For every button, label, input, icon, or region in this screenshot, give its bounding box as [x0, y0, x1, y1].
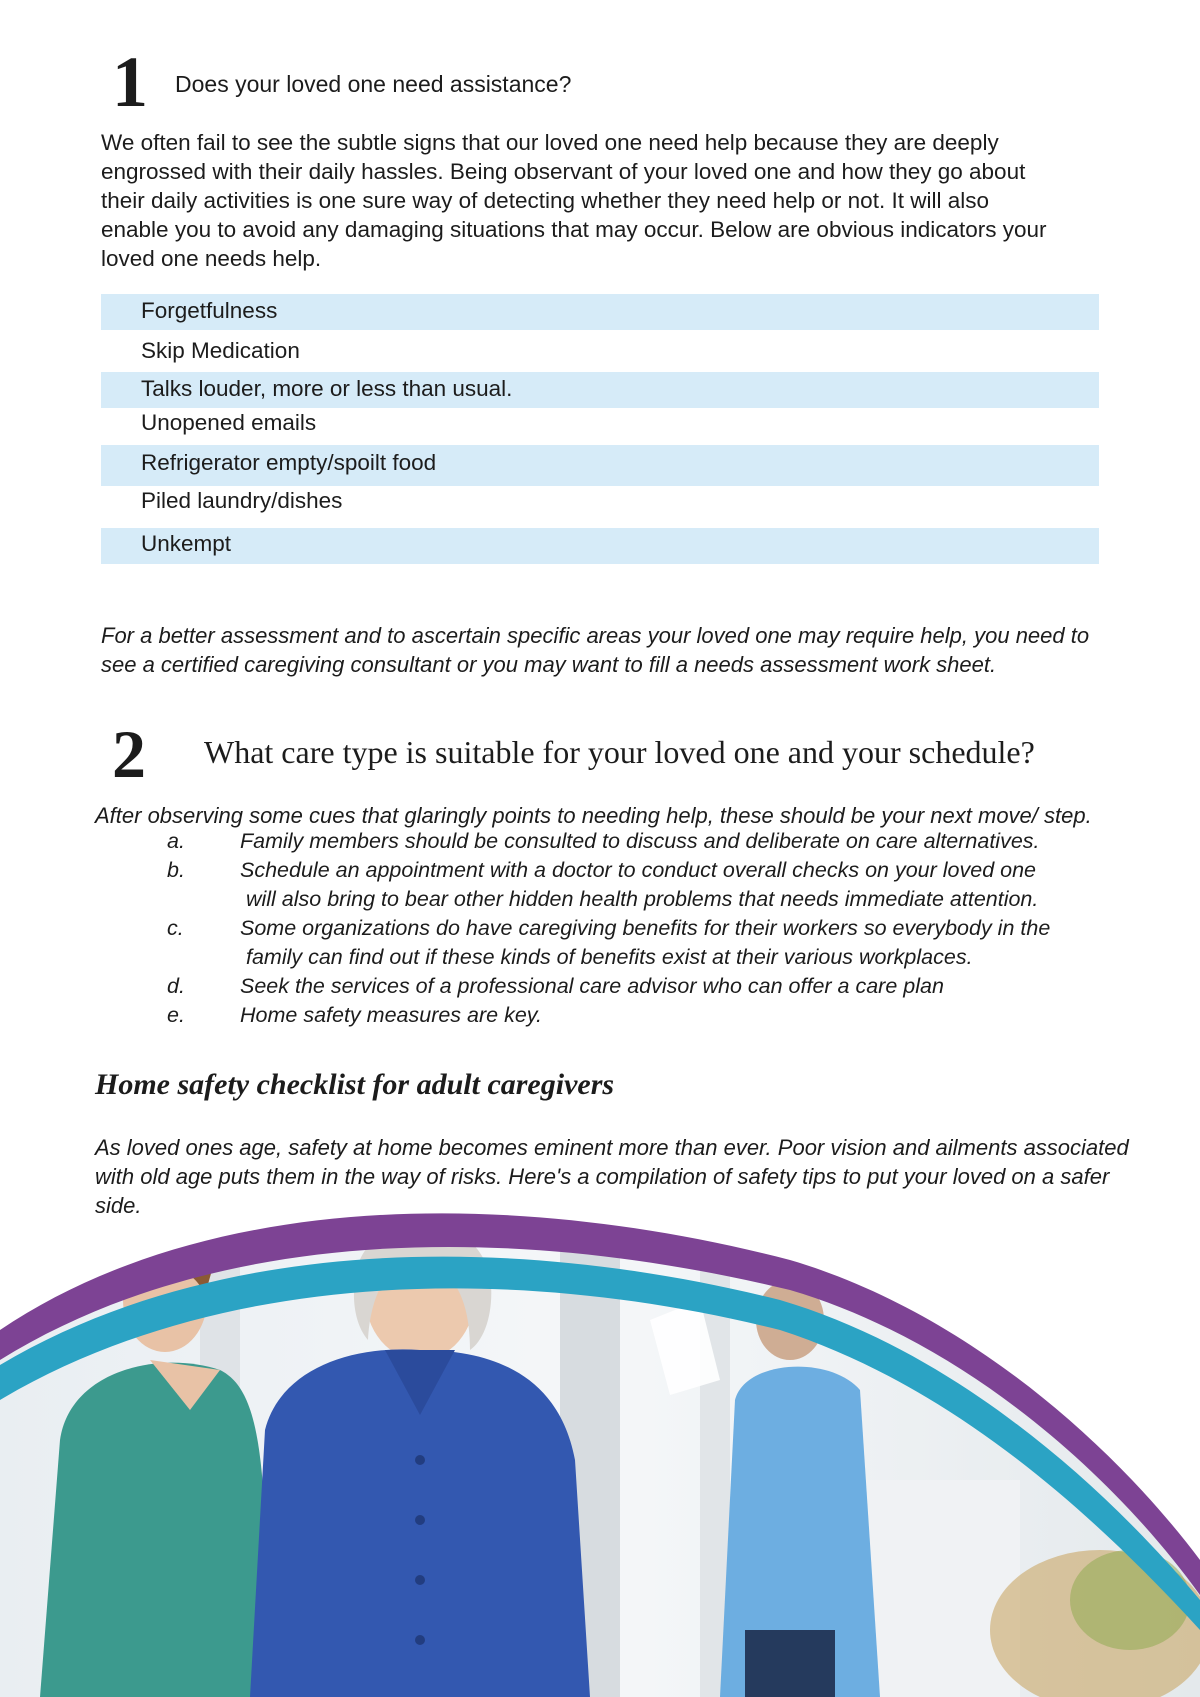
indicator-label: Piled laundry/dishes	[141, 488, 343, 513]
safety-line: side.	[95, 1193, 142, 1218]
intro-line: their daily activities is one sure way of detecting whether they need help or not. It will also	[101, 188, 989, 213]
indicator-row	[101, 409, 1099, 443]
indicator-label: Unkempt	[141, 531, 232, 556]
section-1-heading: Does your loved one need assistance?	[175, 71, 572, 97]
indicator-label: Unopened emails	[141, 410, 317, 435]
indicator-row	[101, 294, 1099, 330]
caregiver-photo	[0, 1200, 1200, 1697]
indicator-row	[101, 336, 1099, 370]
step-text: Some organizations do have caregiving benefits for their workers so everybody in the	[240, 916, 1051, 940]
assessment-note	[101, 621, 1111, 679]
indicator-row	[101, 487, 1099, 521]
safety-line: As loved ones age, safety at home becomes eminent more than ever. Poor vision and ailments associated	[95, 1135, 1129, 1160]
indicator-label: Refrigerator empty/spoilt food	[141, 450, 437, 475]
step-letter: b.	[167, 858, 185, 882]
step-letter: e.	[167, 1003, 185, 1027]
intro-line: engrossed with their daily hassles. Being observant of your loved one and how they go about	[101, 159, 1026, 184]
intro-line: loved one needs help.	[101, 246, 322, 271]
indicator-row	[101, 372, 1099, 408]
indicator-row	[101, 445, 1099, 486]
safety-line: with old age puts them in the way of risks. Here's a compilation of safety tips to put your loved on a safer	[95, 1164, 1110, 1189]
step-letter: c.	[167, 916, 184, 940]
section-2-heading: What care type is suitable for your loved one and your schedule?	[204, 734, 1035, 770]
step-text: Home safety measures are key.	[240, 1003, 542, 1027]
indicator-row	[101, 528, 1099, 564]
section-2-intro: After observing some cues that glaringly points to needing help, these should be your next move/ step.	[95, 803, 1092, 828]
indicator-label: Forgetfulness	[141, 298, 278, 323]
step-text: Seek the services of a professional care advisor who can offer a care plan	[240, 974, 944, 998]
section-1-intro	[101, 128, 1101, 273]
step-text: will also bring to bear other hidden health problems that needs immediate attention.	[240, 887, 1039, 911]
indicator-label: Talks louder, more or less than usual.	[141, 376, 513, 401]
step-text: Family members should be consulted to discuss and deliberate on care alternatives.	[240, 829, 1040, 853]
intro-line: enable you to avoid any damaging situations that may occur. Below are obvious indicators your	[101, 217, 1047, 242]
intro-line: We often fail to see the subtle signs that our loved one need help because they are deeply	[101, 130, 999, 155]
step-letter: a.	[167, 829, 185, 853]
section-1-number: 1	[112, 42, 148, 122]
note-line: For a better assessment and to ascertain specific areas your loved one may require help, you need to	[101, 623, 1090, 648]
step-text: family can find out if these kinds of benefits exist at their various workplaces.	[240, 945, 973, 969]
safety-checklist-heading: Home safety checklist for adult caregivers	[95, 1068, 615, 1101]
indicator-label: Skip Medication	[141, 338, 300, 363]
section-2-number: 2	[112, 716, 146, 792]
step-letter: d.	[167, 974, 185, 998]
note-line: see a certified caregiving consultant or you may want to fill a needs assessment work sheet.	[101, 652, 997, 677]
step-text: Schedule an appointment with a doctor to conduct overall checks on your loved one	[240, 858, 1036, 882]
